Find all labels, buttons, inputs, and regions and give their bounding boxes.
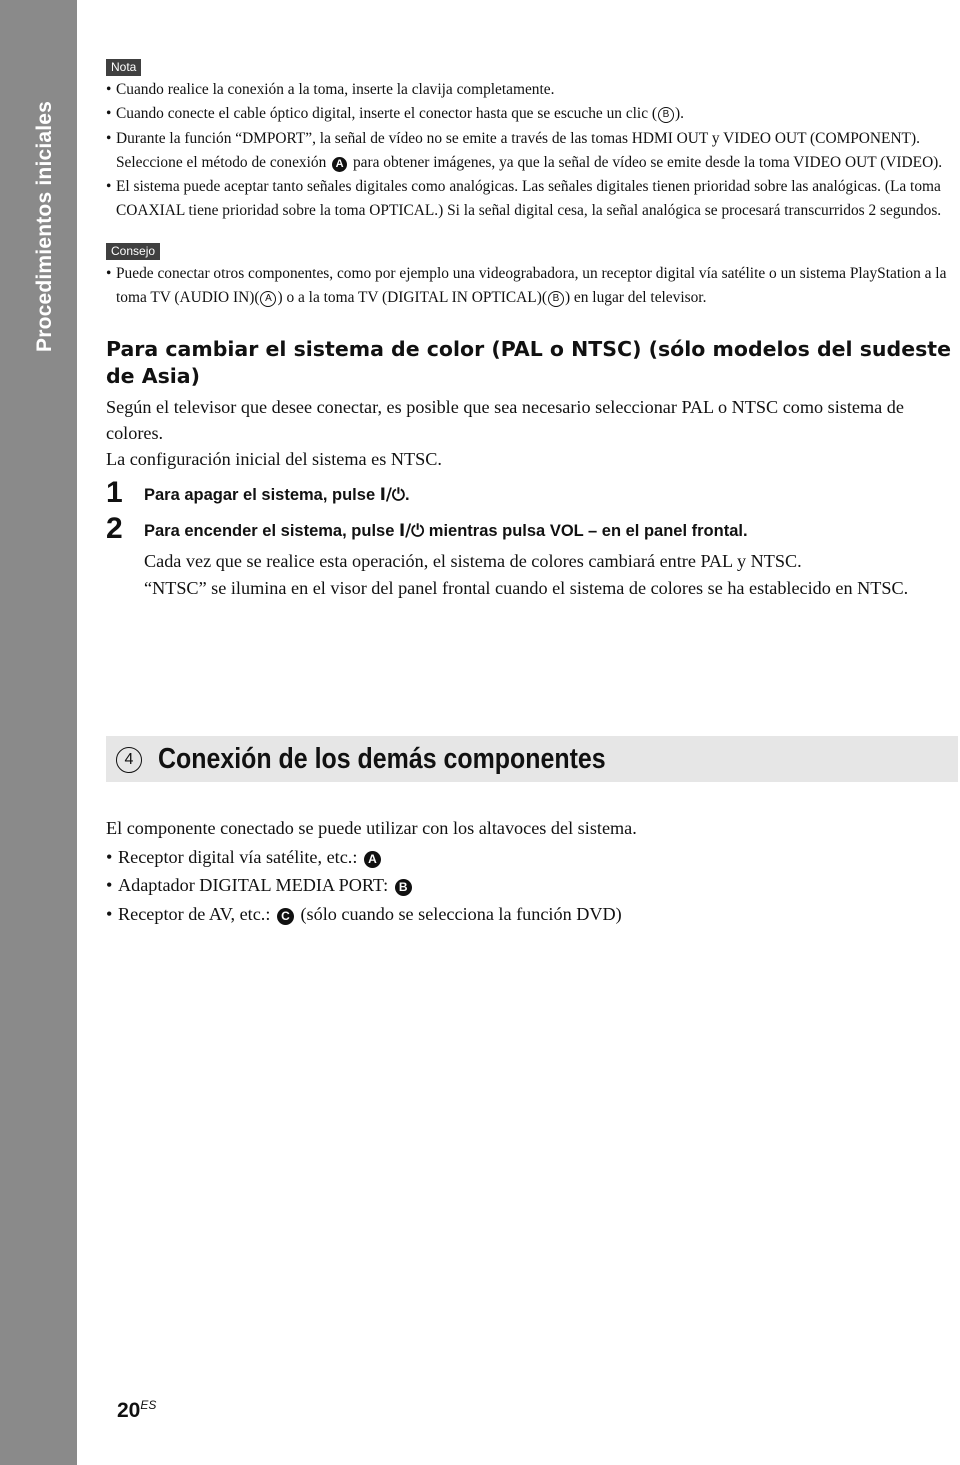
- page-number-value: 20: [117, 1399, 141, 1422]
- tip-item: [106, 262, 956, 311]
- step-title: [144, 516, 956, 546]
- step-text: mientras pulsa VOL – en el panel frontal.: [424, 522, 748, 541]
- color-system-heading: Para cambiar el sistema de color (PAL o NTSC) (sólo modelos del sudeste de Asia): [106, 337, 952, 389]
- power-icon: I/⏻: [398, 521, 425, 541]
- connection-b-mark: B: [395, 879, 412, 896]
- note-item: [106, 102, 956, 126]
- step-desc-line: “NTSC” se ilumina en el visor del panel frontal cuando el sistema de colores se ha establecido en NTSC.: [144, 578, 909, 599]
- note-text: ).: [675, 105, 684, 123]
- note-item: [106, 127, 956, 176]
- step-desc-line: Cada vez que se realice esta operación, el sistema de colores cambiará entre PAL y NTSC.: [144, 551, 802, 572]
- note-tag: Nota: [106, 59, 141, 76]
- section-number-icon: 4: [116, 747, 142, 773]
- tip-block: [106, 242, 956, 311]
- step-text: Para apagar el sistema, pulse: [144, 486, 380, 505]
- step-title: [144, 480, 956, 510]
- tip-tag: Consejo: [106, 243, 160, 260]
- component-item: [106, 900, 956, 929]
- connection-a-mark: A: [332, 157, 347, 172]
- connection-c-mark: C: [277, 908, 294, 925]
- component-item: [106, 871, 956, 900]
- note-text: Cuando realice la conexión a la toma, inserte la clavija completamente.: [116, 81, 555, 98]
- note-text: Cuando conecte el cable óptico digital, inserte el conector hasta que se escuche un clic (: [116, 105, 658, 123]
- main-content: [106, 58, 956, 602]
- component-text: Adaptador DIGITAL MEDIA PORT:: [118, 875, 393, 895]
- connection-a-mark: A: [364, 851, 381, 868]
- connection-b-mark: B: [658, 107, 674, 123]
- section-intro: El componente conectado se puede utilizar con los altavoces del sistema.: [106, 818, 637, 838]
- intro-paragraph: La configuración inicial del sistema es NTSC.: [106, 449, 442, 470]
- note-text: El sistema puede aceptar tanto señales digitales como analógicas. Las señales digitales tienen prioridad sobre las analógicas. (La toma COAXIAL tiene prioridad sobre la toma OPTICAL.) Si la señal digital cesa, la señal analógica se procesará transcurridos 2 segundos.: [116, 178, 942, 220]
- step-number: 2: [106, 512, 123, 546]
- component-text: Receptor de AV, etc.:: [118, 903, 275, 924]
- note-text: Durante la función “DMPORT”, la señal de vídeo no se emite a través de las tomas HDMI OUT y VIDEO OUT (COMPONENT). Seleccione el método de conexión: [116, 129, 920, 171]
- note-block: [106, 58, 956, 224]
- component-text: Receptor digital vía satélite, etc.:: [118, 846, 362, 867]
- note-item: [106, 175, 956, 224]
- step-2: [106, 512, 956, 602]
- page-number: [117, 1392, 156, 1424]
- note-item: [106, 78, 956, 102]
- section-title: Conexión de los demás componentes: [158, 743, 606, 775]
- section-header: [106, 736, 958, 782]
- tip-text: ) o a la toma TV (DIGITAL IN OPTICAL)(: [277, 289, 547, 307]
- side-tab-label: Procedimientos iniciales: [33, 100, 56, 352]
- tip-text: Puede conectar otros componentes, como por ejemplo una videograbadora, un receptor digital vía satélite o un sistema PlayStation a la toma TV (AUDIO IN)(: [116, 264, 947, 307]
- step-text: Para encender el sistema, pulse: [144, 522, 399, 541]
- side-tab: [0, 0, 77, 1465]
- connection-b-mark: B: [548, 291, 564, 307]
- tip-text: ) en lugar del televisor.: [564, 289, 707, 307]
- tip-list: [106, 262, 956, 311]
- step-1: [106, 476, 956, 510]
- component-item: [106, 843, 956, 872]
- step-number: 1: [106, 476, 123, 510]
- component-list: [106, 843, 956, 929]
- note-text: para obtener imágenes, ya que la señal de vídeo se emite desde la toma VIDEO OUT (VIDEO).: [349, 153, 943, 171]
- intro-paragraph: Según el televisor que desee conectar, es posible que sea necesario seleccionar PAL o NTSC como sistema de colores.: [106, 397, 904, 444]
- power-icon: I/⏻: [379, 485, 405, 505]
- note-list: [106, 78, 956, 224]
- component-text: (sólo cuando se selecciona la función DVD): [295, 903, 622, 924]
- step-text: .: [404, 486, 410, 505]
- page-language-suffix: ES: [140, 1398, 157, 1412]
- step-description: [144, 548, 956, 602]
- color-system-intro: [106, 394, 956, 472]
- connection-a-mark: A: [260, 291, 276, 307]
- section-body: [106, 814, 956, 928]
